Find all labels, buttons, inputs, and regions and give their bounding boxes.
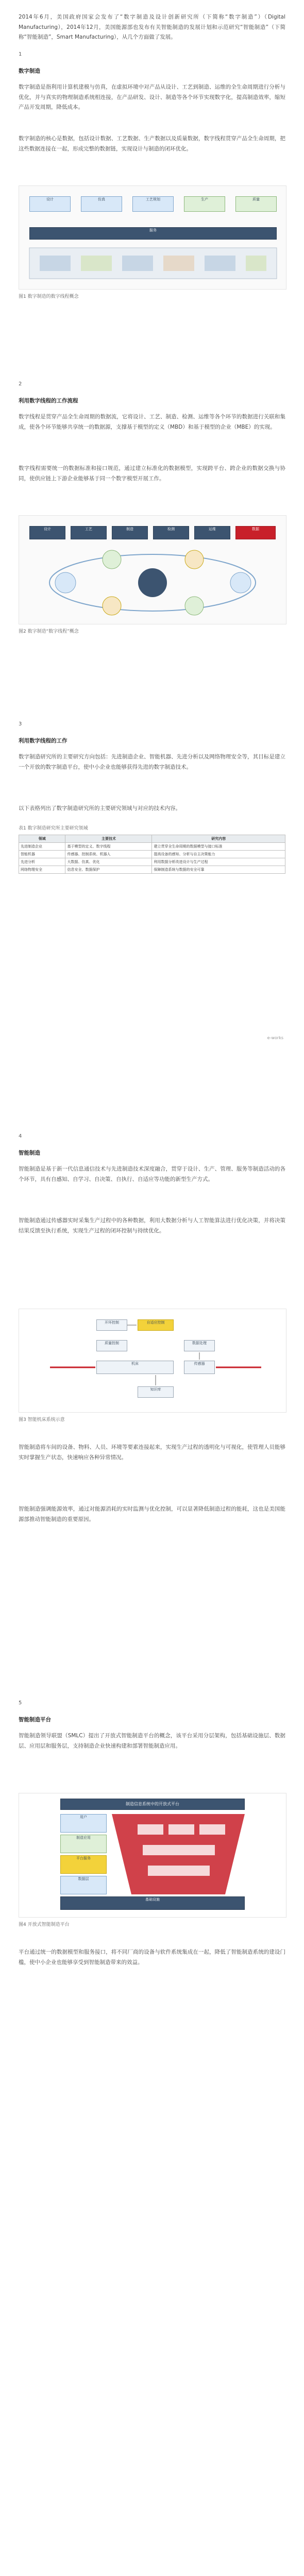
- fig2-node: 数据: [235, 526, 276, 539]
- section-number: 2: [19, 381, 22, 387]
- fig2-node: 工艺: [71, 526, 107, 539]
- section-number: 4: [19, 1133, 22, 1139]
- table-cell: 网络物理安全: [19, 866, 65, 874]
- table-cell: 利用数据分析改进设计与生产过程: [152, 858, 285, 866]
- table-header: 研究内容: [152, 835, 285, 843]
- section-number: 1: [19, 52, 22, 57]
- table-header: 主要技术: [65, 835, 152, 843]
- fig1-node: 生产: [184, 196, 225, 212]
- watermark: e-works: [267, 1036, 283, 1040]
- fig3-node: 传感器: [184, 1361, 215, 1374]
- fig1-node: 质量: [235, 196, 277, 212]
- figure-caption: 图3 智能机床系统示意: [19, 1417, 65, 1422]
- fig3-node: 开环控制: [96, 1319, 127, 1331]
- figure-caption: 图4 开放式智能制造平台: [19, 1922, 70, 1927]
- fig1-node: 工艺规划: [132, 196, 174, 212]
- paragraph: 智能制造是基于新一代信息通信技术与先进制造技术深度融合，贯穿于设计、生产、管理、服务等制造活动的各个环节，具有自感知、自学习、自决策、自执行、自适应等功能的新型生产方式。: [19, 1166, 285, 1182]
- fig1-node: 服务: [29, 227, 277, 240]
- fig3-node: 机床: [96, 1361, 174, 1374]
- fig2-diagram: [19, 516, 286, 624]
- table-cell: 智能机器: [19, 851, 65, 858]
- fig2-node: 制造: [112, 526, 148, 539]
- figure-caption: 图1 数字制造的数字线程概念: [19, 294, 79, 299]
- section-title: 智能制造平台: [19, 1717, 51, 1723]
- paragraph: 以下表格列出了数字制造研究所的主要研究领域与对应的技术内容。: [19, 805, 181, 811]
- table-cell: 传感器、控制系统、机器人: [65, 851, 152, 858]
- fig1-diagram: [19, 186, 286, 289]
- fig3-arrows: [19, 1309, 286, 1412]
- fig3-node: 自适应控制: [138, 1319, 174, 1331]
- paragraph: 数字线程是贯穿产品全生命周期的数据流，它将设计、工艺、制造、检测、运维等各个环节的数据进行关联和集成，使各个环节能够共享统一的数据源，支撑基于模型的定义（MBD）和基于模型的企业（MBE）的实现。: [19, 414, 285, 430]
- fig2-node: 运维: [194, 526, 230, 539]
- table-cell: 信息安全、数据保护: [65, 866, 152, 874]
- fig1-node: 设计: [29, 196, 71, 212]
- fig1-node: 仿真: [81, 196, 122, 212]
- table-cell: 先进制造企业: [19, 843, 65, 851]
- section-title: 利用数字线程的工作流程: [19, 398, 78, 404]
- table-cell: 保障制造系统与数据的安全可靠: [152, 866, 285, 874]
- table-cell: 先进分析: [19, 858, 65, 866]
- section-number: 5: [19, 1700, 22, 1706]
- section-title: 智能制造: [19, 1150, 40, 1156]
- paragraph: 智能制造强调能源效率，通过对能源消耗的实时监测与优化控制，可以显著降低制造过程的能耗，这也是美国能源部推动智能制造的重要原因。: [19, 1506, 285, 1522]
- figure-4: [19, 1793, 286, 1918]
- table-row: [19, 866, 285, 874]
- figure-caption: 图2 数字制造“数字线程”概念: [19, 629, 79, 634]
- table-row: [19, 858, 285, 866]
- paragraph: 数字制造是指利用计算机建模与仿真，在虚拟环境中对产品从设计、工艺到制造、运维的全生命周期进行分析与优化，并与真实的物理制造系统相连接，在产品研发、设计、制造等各个环节实现数字化，提高制造效率，缩短产品开发周期，降低成本。: [19, 84, 285, 110]
- section-number: 3: [19, 721, 22, 727]
- paragraph: 数字制造研究所的主要研究方向包括：先进制造企业、智能机器、先进分析以及网络物理安全等，其目标是建立一个开放的数字制造平台，使中小企业也能够获得先进的数字制造技术。: [19, 754, 285, 770]
- fig3-node: 知识库: [138, 1386, 174, 1398]
- table-cell: 建立贯穿全生命周期的数据模型与接口标准: [152, 843, 285, 851]
- paragraph: 智能制造领导联盟（SMLC）提出了开放式智能制造平台的概念，该平台采用分层架构，包括基础设施层、数据层、应用层和服务层，支持制造企业快速构建和部署智能制造应用。: [19, 1733, 285, 1749]
- paragraph: 智能制造将车间的设备、物料、人员、环境等要素连接起来，实现生产过程的透明化与可视化，使管理人员能够实时掌握生产状态，快速响应各种异常情况。: [19, 1444, 285, 1461]
- fig2-node: 检测: [153, 526, 189, 539]
- fig4-layer: 制造应用: [60, 1835, 107, 1853]
- paragraph: 平台通过统一的数据模型和服务接口，将不同厂商的设备与软件系统集成在一起，降低了智能制造系统的建设门槛，使中小企业也能够享受到智能制造带来的效益。: [19, 1949, 285, 1965]
- fig3-node: 质量控制: [96, 1340, 127, 1351]
- table-row: [19, 843, 285, 851]
- fig4-title: 制造信息系统中的开放式平台: [60, 1799, 245, 1810]
- fig4-layer: 基础设施: [60, 1896, 245, 1910]
- paragraph: 数字线程需要统一的数据标准和接口规范，通过建立标准化的数据模型，实现跨平台、跨企业的数据交换与协同，使供应链上下游企业能够基于同一个数字模型开展工作。: [19, 465, 285, 482]
- figure-1: [19, 185, 286, 290]
- figure-2: [19, 515, 286, 624]
- fig4-funnel: [19, 1793, 286, 1917]
- fig4-layer: 数据层: [60, 1876, 107, 1894]
- fig4-layer: 用户: [60, 1814, 107, 1833]
- section-title: 数字制造: [19, 68, 40, 74]
- figure-3: [19, 1309, 286, 1413]
- table-cell: 提高设备的感知、分析与自主决策能力: [152, 851, 285, 858]
- table-cell: 大数据、仿真、优化: [65, 858, 152, 866]
- fig4-layer: 平台服务: [60, 1855, 107, 1874]
- paragraph: 智能制造通过传感器实时采集生产过程中的各种数据，利用大数据分析与人工智能算法进行优化决策，并将决策结果反馈至执行系统，实现生产过程的闭环控制与持续优化。: [19, 1217, 285, 1234]
- table-header: 领域: [19, 835, 65, 843]
- research-table: [19, 835, 285, 874]
- intro-paragraph: 2014年6月，美国政府国家会发布了“数字制造及设计创新研究所（下简称“数字制造”）（Digital Manufacturing），2014年12月，美国能源部也发布有关智能制造的发展计划和示范研究“智能制造”（下简称“智能制造”，Smart Manufacturing），从几个方面做了发展。: [19, 14, 285, 40]
- table-caption: 表1 数字制造研究所主要研究领域: [19, 826, 88, 831]
- fig3-node: 数据处理: [184, 1340, 215, 1351]
- paragraph: 数字制造的核心是数据，包括设计数据、工艺数据、生产数据以及质量数据，数字线程贯穿产品全生命周期，把这些数据连接在一起，形成完整的数据链，实现设计与制造的闭环优化。: [19, 135, 285, 152]
- table-cell: 基于模型的定义、数字线程: [65, 843, 152, 851]
- table-row: [19, 851, 285, 858]
- section-title: 利用数字线程的工作: [19, 738, 67, 744]
- fig2-node: 设计: [29, 526, 65, 539]
